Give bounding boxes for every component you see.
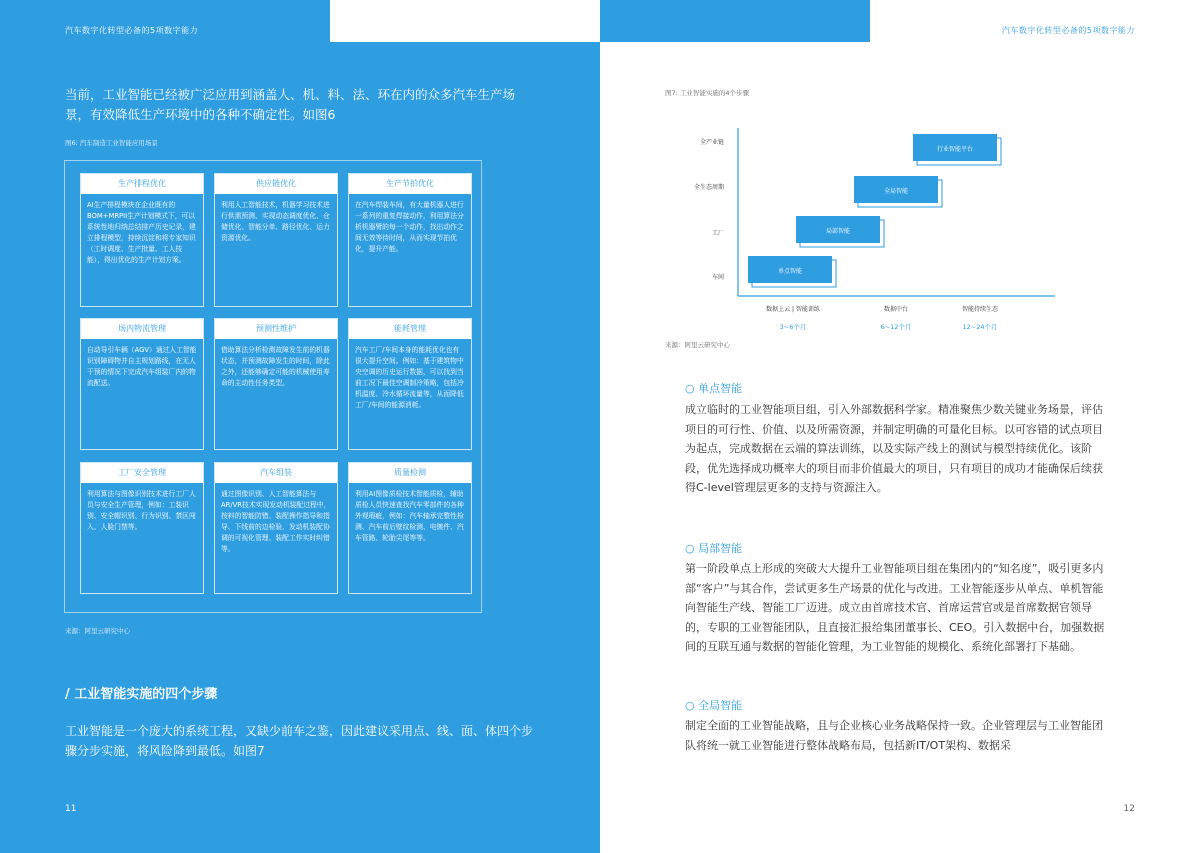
card-takt-optimization	[348, 173, 472, 307]
card-title: 供应链优化	[215, 174, 337, 194]
figure-7-source: 来源：阿里云研究中心	[665, 341, 730, 349]
x-duration-1: 3~6个月	[779, 323, 807, 331]
figure-7-caption: 图7: 工业智能实施的4个步骤	[665, 89, 750, 97]
card-production-scheduling	[80, 173, 204, 307]
subsection-body-local: 第一阶段单点上形成的突破大大提升工业智能项目组在集团内的“知名度”，吸引更多内部“客户”与其合作，尝试更多生产场景的优化与改进。工业智能逐步从单点、单机智能向智能生产线、智能工厂迈进。成立由首席技术官、首席运营官或是首席数据官领导的，专职的工业智能团队，且直接汇报给集团董事长、CEO。引入数据中台，加强数据间的互联互通与数据的智能化管理，为工业智能的规模化、系统化部署打下基础。	[685, 562, 1105, 653]
lead-paragraph: 当前，工业智能已经被广泛应用到涵盖人、机、料、法、环在内的众多汽车生产场景，有效降低生产环境中的各种不确定性。如图6	[65, 87, 516, 122]
card-body: 通过图像识别、人工智能算法与AR/VR技术实现发动机装配过程中，按料的智能防错、装配操作指导和指导、下线前的边检验、发动机装配协调的可视化管理、装配工作实时纠错等。	[221, 490, 331, 553]
running-header-right: 汽车数字化转型必备的5项数字能力	[1001, 26, 1135, 35]
card-quality-inspection	[348, 462, 472, 594]
card-supply-chain	[214, 173, 338, 307]
page-number-left: 11	[65, 804, 77, 814]
x-duration-3: 12~24个月	[962, 323, 998, 331]
card-body: 利用算法与图像识别技术进行工厂人员与安全生产管理，例如：工装识别、安全帽识别、行为识别、禁区闯入、人脸门禁等。	[87, 490, 196, 531]
subsection-heading-local: ○ 局部智能	[685, 542, 743, 555]
card-body: 自动导引车辆（AGV）通过人工智能识别障碍物并自主规划路线，在无人干预的情况下完成汽车组装厂内的物流配送。	[87, 346, 197, 387]
subsection-heading-single-point: ○ 单点智能	[685, 382, 743, 395]
card-body: 利用AI图像质检技术智能质检，辅助质检人员快速查找汽车零部件的各种外观瑕疵，例如：汽车轴承完整性检测、汽车前后壁纹检测、电镀件、汽车管路、轮胎尖尾等等。	[355, 490, 464, 542]
step-label-global: 全局智能	[883, 188, 909, 195]
subsection-body-global: 制定全面的工业智能战略，且与企业核心业务战略保持一致。企业管理层与工业智能团队将统一就工业智能进行整体战略布局，包括新IT/OT架构、数据采	[685, 719, 1103, 752]
step-label-industry-platform: 行业智能平台	[936, 146, 974, 153]
running-header-left: 汽车数字化转型必备的5项数字能力	[65, 26, 199, 35]
card-title: 生产排程优化	[81, 174, 203, 194]
x-label-ecosystem: 智能持续生态	[961, 306, 999, 313]
card-energy-management	[348, 318, 472, 450]
card-title: 汽车组装	[215, 463, 337, 483]
page-number-right: 12	[1123, 804, 1135, 814]
card-title: 预测性维护	[215, 319, 337, 339]
y-label-full-chain: 全产业链	[699, 139, 724, 146]
card-body: AI生产排程模块在企业既有的BOM+MRPII生产计划模式下，可以系统性地归纳总结排产历史记录，建立排程模型，持续沉淀和将专家知识（工时调度、生产批量、工人技能），得出优化的生产计划方案。	[87, 201, 196, 264]
card-body: 借助算法分析检测故障发生前的机器状态，并预测故障发生的时间，除此之外，还能够确定可能的机械使用寿命的主动性任务类型。	[221, 346, 330, 387]
subsection-body-single-point: 成立临时的工业智能项目组，引入外部数据科学家。精准聚焦少数关键业务场景，评估项目的可行性、价值、以及所需资源，并制定明确的可量化目标。以可容错的试点项目为起点，完成数据在云端的算法训练，以及实际产线上的测试与模型持续优化。该阶段，优先选择成功概率大的项目而非价值最大的项目，只有项目的成功才能确保后续获得C-level管理层更多的支持与资源注入。	[685, 403, 1103, 494]
y-label-factory: 工厂	[711, 230, 724, 237]
card-title: 工厂安全管理	[81, 463, 203, 483]
card-body: 汽车工厂/车间本身的能耗优化也有很大提升空间。例如：基于建筑物中央空调的历史运行数据，可以找到当前工况下最佳空调制冷策略，包括冷机温度、冷水循环流量等，从而降低工厂/车间的能源消耗。	[355, 346, 464, 409]
card-logistics	[80, 318, 204, 450]
section-heading: / 工业智能实施的四个步骤	[65, 687, 218, 702]
x-label-cloud-training: 数据上云 | 智能训练	[766, 306, 820, 313]
y-label-full-ecosystem: 全生态周期	[693, 184, 724, 191]
four-steps-diagram	[680, 120, 1060, 340]
card-title: 能耗管理	[349, 319, 471, 339]
step-label-local: 局部智能	[825, 228, 851, 235]
card-title: 质量检测	[349, 463, 471, 483]
card-factory-safety	[80, 462, 204, 594]
step-label-single-point: 单点智能	[777, 268, 803, 275]
y-label-workshop: 车间	[711, 274, 724, 281]
card-body: 利用人工智能技术，机器学习技术进行供需预测、实现动态调度优化、仓储优化、智能分单、路径优化、运力资源优化。	[221, 201, 330, 242]
card-body: 在汽车焊装车间，有大量机器人进行一系列的重复焊接动作，利用算法分析机器臂的每一个动作，找出动作之间无效等待时间，从而实现节拍优化，提升产能。	[355, 201, 464, 253]
header-notch-blue	[600, 0, 870, 42]
section-paragraph: 工业智能是一个庞大的系统工程，又缺少前车之鉴，因此建议采用点、线、面、体四个步骤分步实施，将风险降到最低。如图7	[65, 724, 534, 758]
header-notch	[330, 0, 600, 42]
card-title: 生产节拍优化	[349, 174, 471, 194]
right-page	[600, 0, 1200, 853]
figure-6-caption: 图6: 汽车制造工业智能应用场景	[65, 139, 158, 147]
x-duration-2: 6~12个月	[880, 323, 912, 331]
card-vehicle-assembly	[214, 462, 338, 594]
figure-6-source: 来源：阿里云研究中心	[65, 627, 130, 635]
x-label-data-middle: 数据中台	[883, 306, 909, 313]
subsection-heading-global: ○ 全局智能	[685, 699, 743, 712]
card-title: 场内物流管理	[81, 319, 203, 339]
card-predictive-maintenance	[214, 318, 338, 450]
